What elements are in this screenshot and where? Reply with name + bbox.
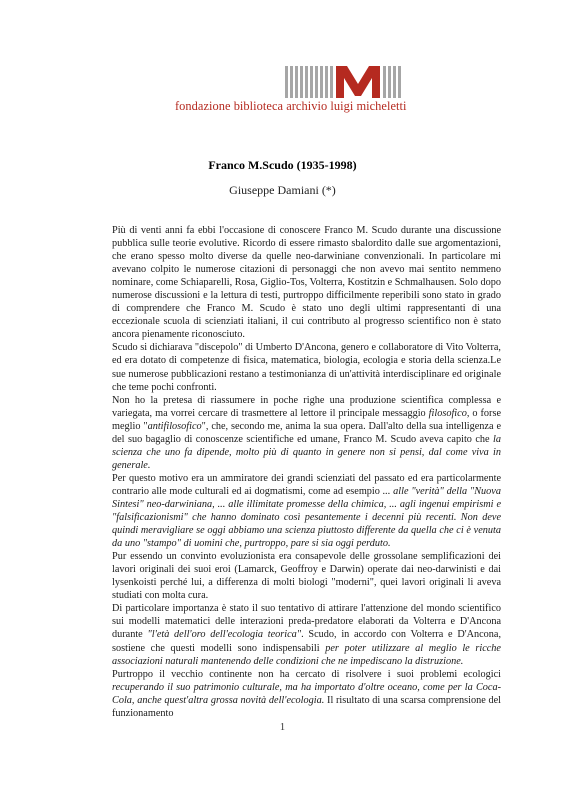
- paragraph-5: Pur essendo un convinto evoluzionista era consapevole delle grossolane semplificazioni dei lavori originali dei suoi eroi (Lamarck, Geoffroy e Darwin) operate dai neo-darwinisti e dai lysenkoisti perché lui, a differenza di molti biologi "moderni", quei lavori originali li aveva studiati con molta cura.: [112, 551, 501, 602]
- document-author: Giuseppe Damiani (*): [229, 183, 336, 197]
- paragraph-1: Più di venti anni fa ebbi l'occasione di conoscere Franco M. Scudo durante una discussione pubblica sulle teorie evolutive. Ricordo di essere rimasto sbalordito dalle sue argomentazioni, che erano spesso molto diverse da quelle neo-darwiniane convenzionali. In particolare mi avevano colpito le numerose citazioni di personaggi che non avevo mai sentito nemmeno nominare, come Schiaparelli, Rosa, Giglio-Tos, Volterra, Kostitzin e Schmalhausen. Solo dopo numerose discussioni e la lettura di testi, purtroppo difficilmente reperibili sono stato in grado di comprendere che Franco M. Scudo è stato uno degli ultimi rappresentanti di una eccezionale scuola di scienziati italiani, il cui contributo al progresso scientifico non è stato ancora pienamente riconosciuto.: [112, 225, 501, 341]
- paragraph-4: Per questo motivo era un ammiratore dei grandi scienziati del passato ed era particolarmente contrario alle mode culturali ed ai dogmatismi, come ad esempio ... alle "verità" della "Nuova Sintesi" neo-darwiniana, ... alle illimitate promesse della chimica, ... agli ingenui empirismi e "falsificazionismi" che hanno dominato così pesantemente i decenni più recenti. Non deve quindi meravigliare se oggi abbiamo una scienza piuttosto differente da quella che ci è venuta da uno "stampo" di uomini che, purtroppo, pare si sia oggi perduto.: [112, 472, 501, 550]
- foundation-logo: [175, 66, 405, 124]
- paragraph-6: Di particolare importanza è stato il suo tentativo di attirare l'attenzione del mondo scientifico sui modelli matematici delle interazioni preda-predatore elaborati da Volterra e D'Ancona durante "l'età dell'oro dell'ecologia teorica". Scudo, in accordo con Volterra e D'Ancona, sostiene che questi modelli sono indispensabili per poter utilizzare al meglio le ricche associazioni naturali mantenendo delle condizioni che ne impediscano la distruzione.: [112, 603, 502, 667]
- paragraph-3: Non ho la pretesa di riassumere in poche righe una produzione scientifica complessa e variegata, ma vorrei cercare di trasmettere al lettore il principale messaggio filosofico, o forse meglio "antifilosofico", che, secondo me, anima la sua opera. Dall'alto della sua intelligenza e del suo bagaglio di conoscenze scientifiche ed umane, Franco M. Scudo aveva capito che la scienza che uno fa dipende, molto più di quanto in genere non si pensi, dal come viva in generale.: [112, 394, 501, 471]
- foundation-name: fondazione biblioteca archivio luigi micheletti: [175, 99, 407, 113]
- document-body: [112, 224, 501, 720]
- page-number: 1: [279, 722, 286, 733]
- paragraph-7: Purtroppo il vecchio continente non ha cercato di risolvere i suoi problemi ecologici recuperando il suo patrimonio culturale, ma ha importato d'oltre oceano, come per la Coca-Cola, anche quest'altra grossa novità dell'ecologia. Il risultato di una scarsa comprensione del funzionamento: [112, 668, 502, 719]
- document-title: Franco M.Scudo (1935-1998): [208, 158, 357, 172]
- foundation-logo-icon: [285, 66, 405, 98]
- paragraph-2: Scudo si dichiarava "discepolo" di Umberto D'Ancona, genero e collaboratore di Vito Volterra, ed era dotato di competenze di fisica, matematica, biologia, ecologia e storia della scienza.Le sue numerose pubblicazioni restano a testimonianza di un'attività interdisciplinare ed originale che teme pochi confronti.: [112, 342, 501, 393]
